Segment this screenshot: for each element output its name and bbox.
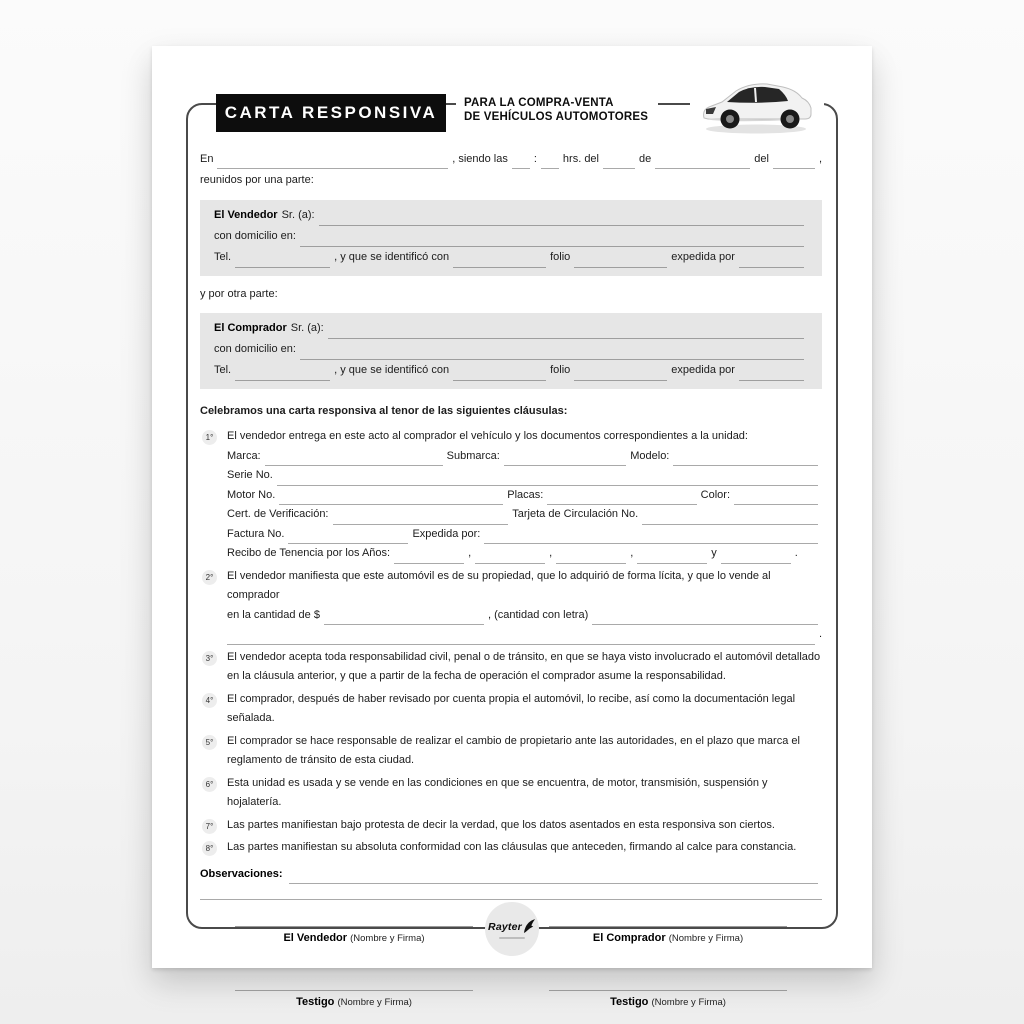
label-del: del (754, 153, 769, 165)
clause-3-number: 3° (202, 651, 217, 666)
label-en: En (200, 153, 214, 165)
signature-testigo-1-name: Testigo (296, 995, 335, 1008)
label-siendo-las: , siendo las (452, 153, 508, 165)
field-amount-words-line-2 (227, 632, 815, 645)
clause-4-text: El comprador, después de haber revisado por cuenta propia el automóvil, lo recibe, así como la documentación legal señalada. (227, 692, 796, 724)
label-vendedor-identifico: , y que se identificó con (334, 251, 450, 263)
clause-4-number: 4° (202, 693, 217, 708)
signature-testigo-2-name: Testigo (610, 995, 649, 1008)
clauses-header: Celebramos una carta responsiva al tenor de las siguientes cláusulas: (200, 405, 568, 417)
white-suv-illustration (694, 70, 820, 138)
signature-vendedor-name: El Vendedor (283, 931, 348, 944)
form-subtitle-line2: DE VEHÍCULOS AUTOMOTORES (464, 111, 649, 123)
vendedor-name-row (214, 205, 808, 226)
clause-8-number: 8° (202, 841, 217, 856)
comprador-address-row (214, 339, 808, 360)
observaciones-row-2 (200, 887, 822, 900)
label-comprador-folio: folio (550, 364, 571, 376)
party-separator: y por otra parte: (200, 288, 278, 300)
field-vendedor-address-line (300, 234, 804, 247)
signature-comprador-hint: (Nombre y Firma) (668, 932, 744, 944)
signature-testigo-2-line (549, 990, 787, 991)
comprador-name-row (214, 318, 808, 339)
intro-line-2 (200, 171, 822, 190)
form-sheet (152, 46, 872, 1008)
label-comprador-title: El Comprador (214, 322, 287, 334)
label-comprador-identifico: , y que se identificó con (334, 364, 450, 376)
signature-testigo-1 (235, 990, 473, 1010)
field-observaciones-line (289, 871, 818, 884)
clause-3 (200, 648, 822, 687)
clause-4 (200, 690, 822, 729)
signature-comprador-line (549, 926, 787, 927)
field-comprador-name-line (328, 326, 804, 339)
label-vendedor-expedida: expedida por (671, 251, 735, 263)
field-minutes-line (541, 156, 559, 169)
signature-testigo-2 (549, 990, 787, 1010)
field-submarca-line (504, 453, 626, 466)
brand-name: Rayter (488, 920, 522, 933)
signature-vendedor-line (235, 926, 473, 927)
field-anio5-line (721, 551, 791, 564)
clause-7-text: Las partes manifiestan bajo protesta de decir la verdad, que los datos asentados en esta responsiva son ciertos. (227, 818, 775, 831)
clause-6-number: 6° (202, 777, 217, 792)
clause-6-text: Esta unidad es usada y se vende en las condiciones en que se encuentra, de motor, transmisión, suspensión y hojalatería. (227, 776, 768, 808)
field-hour-line (512, 156, 530, 169)
car-image (690, 66, 824, 142)
field-day-line (603, 156, 635, 169)
label-comma: , (818, 153, 822, 165)
field-amount-line (324, 612, 484, 625)
vehicle-row-motor: Motor No. Placas: Color: (227, 486, 822, 506)
vendedor-box (200, 200, 822, 276)
field-tarjeta-line (642, 512, 818, 525)
signature-vendedor-hint: (Nombre y Firma) (350, 932, 425, 944)
signature-comprador-name: El Comprador (592, 931, 666, 944)
field-vendedor-tel-line (235, 255, 330, 268)
field-color-line (734, 492, 818, 505)
signatures-row-2 (200, 990, 822, 1010)
field-anio3-line (556, 551, 626, 564)
clause-1-number: 1° (202, 430, 217, 445)
label-colon: : (533, 153, 537, 165)
clause-7 (200, 816, 822, 836)
label-hrs-del: hrs. del (562, 153, 599, 165)
field-marca-line (265, 453, 443, 466)
field-modelo-line (673, 453, 818, 466)
clause-2 (200, 567, 822, 645)
vehicle-row-cert: Cert. de Verificación: Tarjeta de Circulación No. (227, 505, 822, 525)
label-vendedor-sr: Sr. (a): (281, 209, 315, 221)
field-comprador-address-line (300, 347, 804, 360)
field-serie-line (277, 473, 818, 486)
label-vendedor-domicilio: con domicilio en: (214, 230, 296, 242)
field-anio1-line (394, 551, 464, 564)
clause-5 (200, 732, 822, 771)
field-motor-line (279, 492, 503, 505)
form-subtitle-line1: PARA LA COMPRA-VENTA (464, 97, 614, 109)
signature-testigo-1-line (235, 990, 473, 991)
label-reunidos: reunidos por una parte: (200, 174, 314, 186)
amount-words-row-2: . (227, 625, 822, 645)
signature-testigo-1-hint: (Nombre y Firma) (337, 996, 412, 1008)
field-vendedor-id-line (453, 255, 546, 268)
form-subtitle (456, 92, 658, 128)
field-anio2-line (475, 551, 545, 564)
field-cert-line (333, 512, 509, 525)
clause-3-text: El vendedor acepta toda responsabilidad civil, penal o de tránsito, en que se haya visto involucrado el automóvil detallado en la cláusula anterior, y que a partir de la fecha de operación el comprador asume la responsabilidad. (227, 650, 821, 682)
clause-1 (200, 427, 822, 564)
field-month-line (655, 156, 750, 169)
vendedor-id-row (214, 247, 808, 268)
clause-8 (200, 838, 822, 858)
clause-6 (200, 774, 822, 813)
field-vendedor-expedida-line (739, 255, 804, 268)
observaciones-label: Observaciones: (200, 867, 283, 880)
form-body (200, 146, 822, 1010)
clause-5-number: 5° (202, 735, 217, 750)
vehicle-row-factura: Factura No. Expedida por: (227, 525, 822, 545)
vehicle-row-serie: Serie No. (227, 466, 822, 486)
field-expedida-por-line (484, 531, 818, 544)
label-comprador-domicilio: con domicilio en: (214, 343, 296, 355)
label-comprador-tel: Tel. (214, 364, 232, 376)
field-anio4-line (637, 551, 707, 564)
clause-5-text: El comprador se hace responsable de realizar el cambio de propietario ante las autoridades, en el plazo que marca el reglamento de tránsito de esta ciudad. (227, 734, 800, 766)
field-comprador-tel-line (235, 368, 330, 381)
label-de: de (639, 153, 652, 165)
label-vendedor-title: El Vendedor (214, 209, 278, 221)
label-vendedor-folio: folio (550, 251, 571, 263)
pen-icon (523, 919, 536, 934)
field-vendedor-folio-line (574, 255, 667, 268)
clause-8-text: Las partes manifiestan su absoluta conformidad con las cláusulas que anteceden, firmando al calce para constancia. (227, 841, 797, 853)
label-comprador-expedida: expedida por (671, 364, 735, 376)
brand-tagline-bar (499, 937, 525, 939)
field-comprador-expedida-line (739, 368, 804, 381)
field-placas-line (547, 492, 696, 505)
amount-row: en la cantidad de $ , (cantidad con letra) (227, 606, 822, 626)
label-vendedor-tel: Tel. (214, 251, 232, 263)
vehicle-row-tenencia: Recibo de Tenencia por los Años: , , , y . (227, 544, 822, 564)
signature-comprador (549, 926, 787, 946)
field-observaciones-line-2 (200, 887, 822, 900)
field-amount-words-line (592, 612, 818, 625)
form-title-box (216, 94, 446, 132)
label-comprador-sr: Sr. (a): (290, 322, 324, 334)
vehicle-row-marca: Marca: Submarca: Modelo: (227, 447, 822, 467)
clause-7-number: 7° (202, 819, 217, 834)
signature-testigo-2-hint: (Nombre y Firma) (651, 996, 726, 1008)
field-factura-line (288, 531, 408, 544)
vendedor-address-row (214, 226, 808, 247)
form-title: CARTA RESPONSIVA (224, 103, 438, 122)
field-vendedor-name-line (319, 213, 804, 226)
clause-2-text: El vendedor manifiesta que este automóvil es de su propiedad, que lo adquirió de forma lícita, y que lo vende al comprador (227, 569, 771, 601)
comprador-id-row (214, 360, 808, 381)
field-comprador-id-line (453, 368, 546, 381)
field-city-line (217, 156, 448, 169)
observaciones-row (200, 865, 822, 884)
brand-logo (485, 902, 539, 956)
signature-vendedor (235, 926, 473, 946)
clause-1-text: El vendedor entrega en este acto al comprador el vehículo y los documentos correspondientes a la unidad: (227, 430, 748, 442)
intro-line (200, 150, 822, 169)
field-comprador-folio-line (574, 368, 667, 381)
comprador-box (200, 313, 822, 389)
field-year-line (773, 156, 815, 169)
clause-2-number: 2° (202, 570, 217, 585)
